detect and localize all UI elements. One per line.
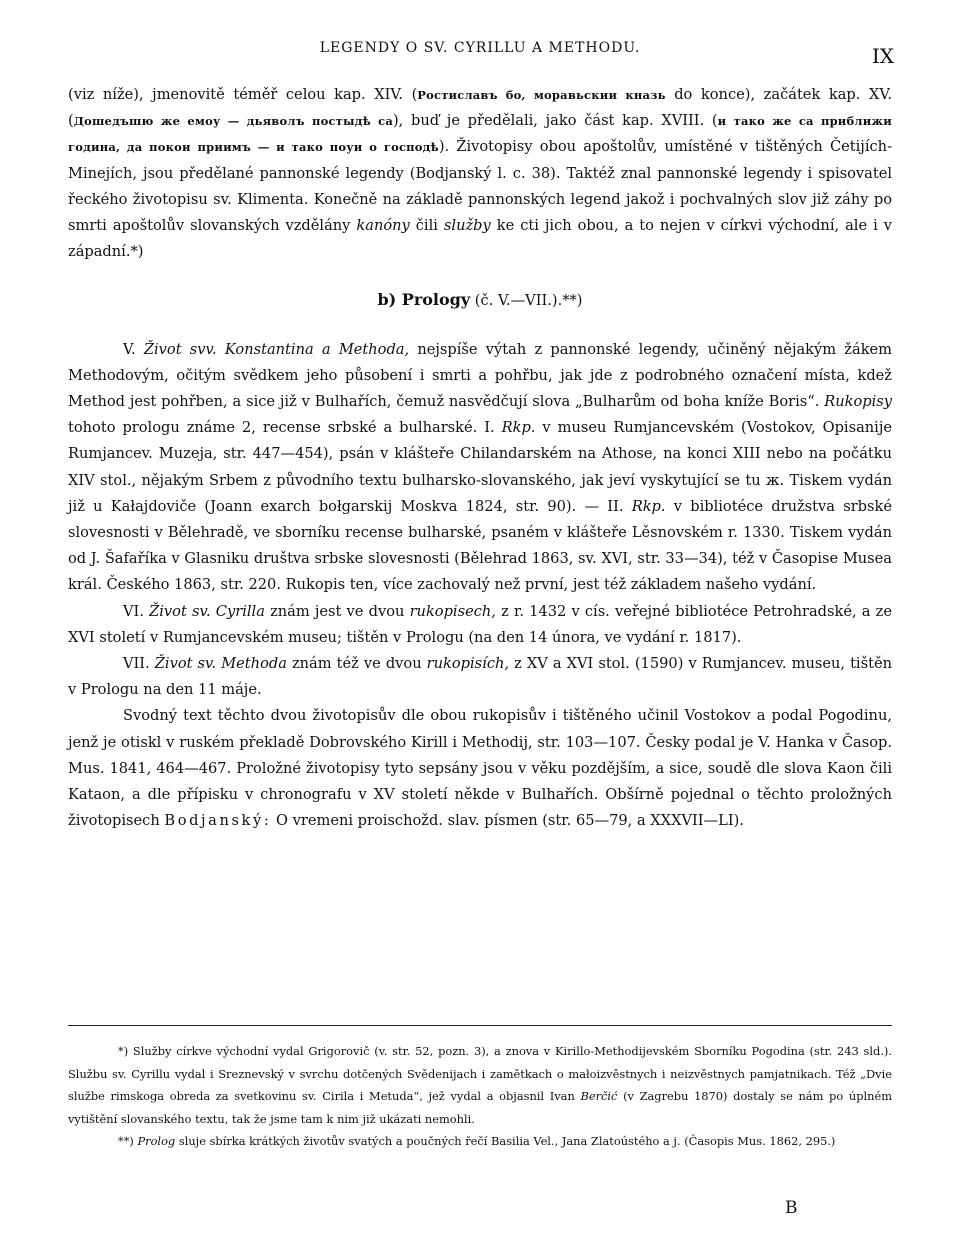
footnote-divider	[68, 1025, 892, 1026]
cyrillic-quote: и тако же са приближи година, да покои приимъ — и тако поуи о господѣ	[68, 114, 892, 155]
section-heading: b) Prology (č. V.—VII.).**)	[377, 290, 583, 310]
page-number: IX	[871, 44, 894, 68]
footnotes	[68, 1040, 892, 1153]
paragraph-1: (viz níže), jmenovitě téměř celou kap. XIV. (Ростиславъ бо, моравьскии кназь do konce), začátek kap. XV. (Дошедъшю же емоу — дьяволъ постыдѣ са), buď je předělali, jako část kap. XVIII. (и тако же са приближи година, да покои приимъ — и тако поуи о господѣ). Životopisy obou apoštolův, umístěné v tištěných Četijích-Minejích, jsou předělané pannonské legendy (Bodjanský l. c. 38). Taktéž znal pannonské legendy i spisovatel řeckého životopisu sv. Klimenta. Konečně na základě pannonských legend jakož i pochvalných slov již záhy po smrti apoštolův slovanských vzdělány kanóny čili služby ke cti jich obou, a to nejen v církvi východní, ale i v západní.*)	[68, 86, 892, 261]
footnote-1: *) Služby církve východní vydal Grigorovič (v. str. 52, pozn. 3), a znova v Kirillo-Methodijevském Sborníku Pogodina (str. 243 sld.). Službu sv. Cyrillu vydal i Sreznevský v svrchu dotčených Svědenijach i zamětkach o małoizvěstnych i neizvěstnych pamjatnikach. Též „Dvie službe rimskoga obreda za svetkovinu sv. Cirila i Metuda“, jež vydal a objasnil Ivan Berčić (v Zagrebu 1870) dostaly se nám po úplném vytištění slovanského textu, tak že jsme tam k nim již ukázati nemohli.	[68, 1044, 893, 1126]
cyrillic-quote: Дошедъшю же емоу — дьяволъ постыдѣ са	[73, 114, 393, 129]
cyrillic-quote: Ростиславъ бо, моравьскии кназь	[417, 88, 666, 102]
paragraph-4: VII. Život sv. Methoda znám též ve dvou rukopisích, z XV a XVI stol. (1590) v Rumjancev. museu, tištěn v Prologu na den 11 máje.	[68, 655, 892, 699]
spaced-name: Bodjanský:	[164, 812, 272, 830]
paragraph-3: VI. Život sv. Cyrilla znám jest ve dvou rukopisech, z r. 1432 v cís. veřejné bibliotéce Petrohradské, a ze XVI století v Rumjancevském museu; tištěn v Prologu (na den 14 února, ve vydání r. 1817).	[68, 602, 892, 646]
running-head: LEGENDY O SV. CYRILLU A METHODU.	[319, 40, 641, 56]
signature-mark: B	[785, 1198, 798, 1218]
paragraph-2: V. Život svv. Konstantina a Methoda, nejspíše výtah z pannonské legendy, učiněný nějakým žákem Methodovým, očitým svědkem jeho působení i smrti a pohřbu, jak jde z podrobného označení místa, kdež Method jest pohřben, a sice již v Bulhařích, čemuž nasvědčují slova „Bulharům od boha kníže Boris“. Rukopisy tohoto prologu známe 2, recense srbské a bulharské. I. Rkp. v museu Rumjancevském (Vostokov, Opisanije Rumjancev. Muzeja, str. 447—454), psán v klášteře Chilandarském na Athose, na konci XIII nebo na počátku XIV stol., nějakým Srbem z původního textu bulharsko-slovanského, jak jeví vyskytující se tu ж. Tiskem vydán již u Kałajdoviče (Joann exarch bołgarskij Moskva 1824, str. 90). — II. Rkp. v bibliotéce družstva srbské slovesnosti v Bělehradě, ve sborníku recense bulharské, psaném v klášteře Lěsnovském r. 1330. Tiskem vydán od J. Šafaříka v Glasniku društva srbske slovesnosti (Bělehrad 1863, sv. XVI, str. 33—34), též v Časopise Musea král. Českého 1863, str. 220. Rukopis ten, více zachovalý než první, jest též základem našeho vydání.	[68, 340, 893, 594]
main-text	[68, 82, 892, 834]
paragraph-5: Svodný text těchto dvou životopisův dle obou rukopisův i tištěného učinil Vostokov a podal Pogodinu, jenž je otiskl v ruském překladě Dobrovského Kirill i Methodij, str. 103—107. Česky podal je V. Hanka v Časop. Mus. 1841, 464—467. Proložné životopisy tyto sepsány jsou v věku pozdějším, a sice, soudě dle slova Kaon čili Kataon, a dle přípisku v chronografu v XV století někde v Bulhařích. Obšírně pojednal o těchto proložných životopisech Bodjanský: O vremeni proischožd. slav. písmen (str. 65—79, a XXXVII—LI).	[68, 707, 892, 830]
footnote-2: **) Prolog sluje sbírka krátkých životův svatých a poučných řečí Basilia Vel., Jana Zlatoústého a j. (Časopis Mus. 1862, 295.)	[118, 1134, 836, 1148]
